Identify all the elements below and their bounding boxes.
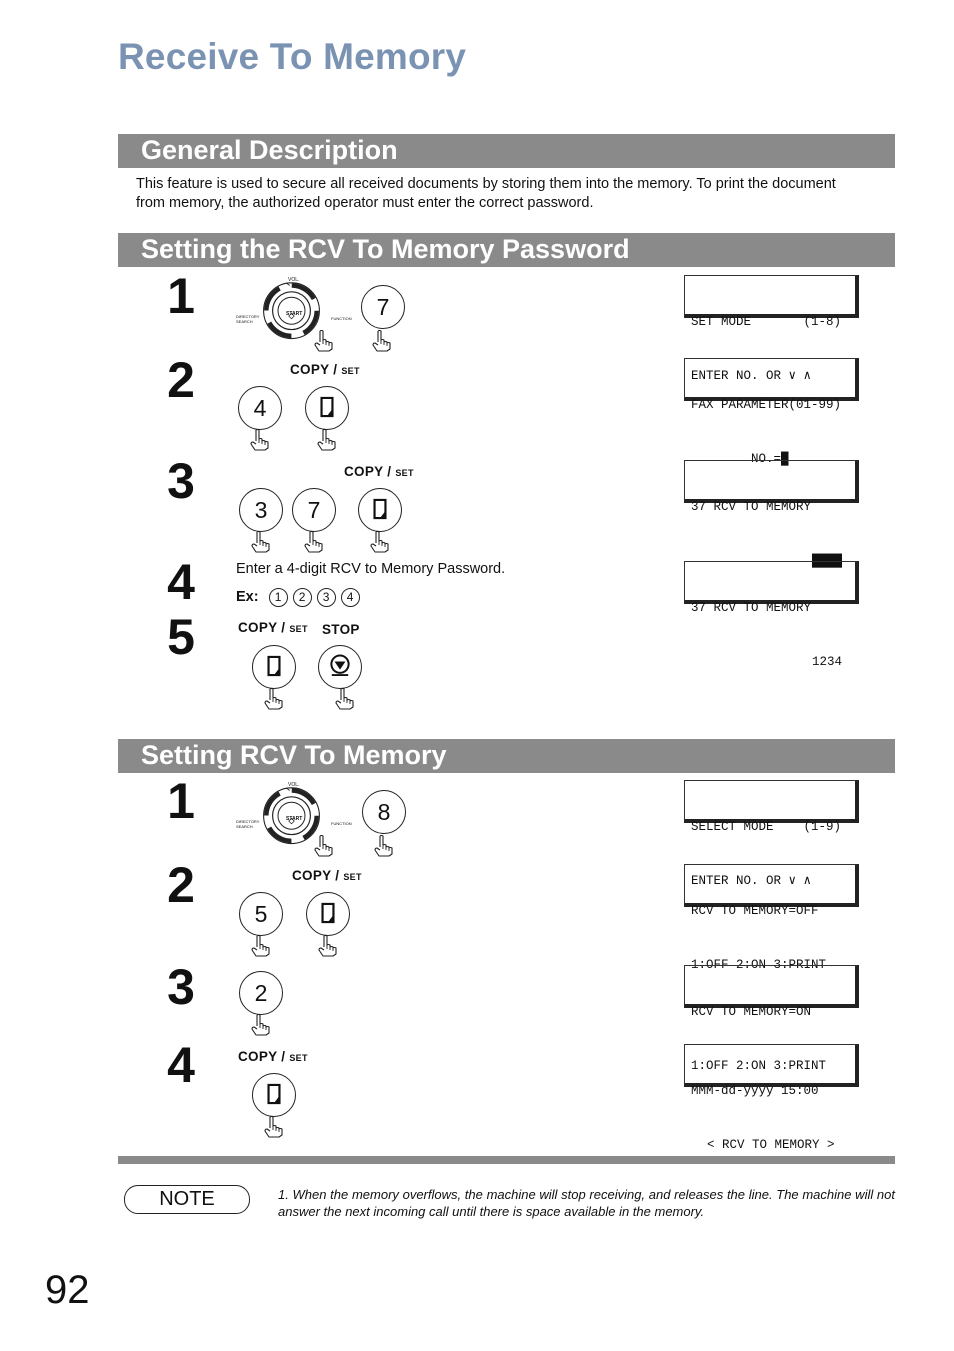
vol-label: VOL. [288, 782, 300, 788]
lcd-line: 37 RCV TO MEMORY [691, 500, 812, 514]
step-instruction: Enter a 4-digit RCV to Memory Password. [236, 561, 506, 577]
lcd-display [684, 864, 859, 972]
set-key-icon[interactable] [305, 386, 349, 430]
keypad-button[interactable]: 7 [361, 285, 405, 329]
label-separator: / [277, 1049, 290, 1064]
stop-key-icon[interactable] [318, 645, 362, 689]
label-separator: / [383, 464, 396, 479]
note-text: 1. When the memory overflows, the machine will stop receiving, and releases the line. The machine will not answer the next incoming call until there is space available in the memory. [278, 1187, 895, 1219]
section-header-password [118, 233, 895, 267]
pressing-finger-icon [249, 1014, 273, 1036]
set-key-icon[interactable] [306, 892, 350, 936]
stop-label: STOP [322, 622, 360, 637]
set-label: SET [289, 624, 308, 634]
copy-set-label [238, 1049, 308, 1064]
lcd-display [684, 965, 859, 1073]
set-key-icon[interactable] [252, 1073, 296, 1117]
lcd-display [684, 358, 859, 466]
set-label: SET [343, 872, 362, 882]
pressing-finger-icon [302, 531, 326, 553]
step-number: 1 [167, 773, 195, 829]
example-keys [236, 588, 365, 607]
pressing-finger-icon [333, 688, 357, 710]
lcd-line: SET MODE (1-8) [691, 315, 842, 329]
section-header-rcv [118, 739, 895, 773]
circled-digit: 2 [293, 588, 312, 607]
section-title: Setting the RCV To Memory Password [141, 234, 630, 264]
copy-label: COPY [290, 362, 330, 377]
lcd-line: FAX PARAMETER(01-99) [691, 398, 842, 412]
page-number: 92 [45, 1268, 90, 1312]
lcd-line: SELECT MODE (1-9) [691, 820, 842, 834]
function-label: FUNCTION [331, 821, 352, 826]
copy-set-label [290, 362, 360, 377]
lcd-line: RCV TO MEMORY=OFF [691, 904, 819, 918]
lcd-line: 1:OFF 2:ON 3:PRINT [691, 1059, 827, 1073]
set-label: SET [395, 468, 414, 478]
lcd-line: 1:OFF 2:ON 3:PRINT [691, 958, 827, 972]
pressing-finger-icon [312, 330, 336, 352]
divider [118, 1156, 895, 1164]
pressing-finger-icon [316, 935, 340, 957]
pressing-finger-icon [262, 1116, 286, 1138]
lcd-line: ENTER NO. OR ∨ ∧ [691, 874, 812, 888]
lcd-display [684, 275, 859, 383]
directory-search-label: DIRECTORY SEARCH [236, 819, 260, 829]
keypad-button[interactable]: 2 [239, 971, 283, 1015]
pressing-finger-icon [368, 531, 392, 553]
general-description-text: This feature is used to secure all received documents by storing them into the memory. To print the document from memory, the authorized operator must enter the correct password. [136, 176, 836, 211]
lcd-display [684, 460, 859, 568]
lcd-line: NO.=█ [751, 452, 789, 466]
vol-label: VOL. [288, 277, 300, 283]
keypad-button[interactable]: 3 [239, 488, 283, 532]
lcd-display [684, 561, 859, 669]
copy-label: COPY [238, 620, 278, 635]
function-label: FUNCTION [331, 316, 352, 321]
copy-set-label [292, 868, 362, 883]
pressing-finger-icon [248, 429, 272, 451]
step-number: 4 [167, 554, 195, 610]
lcd-line: ████ [811, 554, 842, 568]
set-key-icon[interactable] [252, 645, 296, 689]
pressing-finger-icon [262, 688, 286, 710]
keypad-button[interactable]: 7 [292, 488, 336, 532]
note-badge: NOTE [124, 1185, 250, 1214]
copy-set-label [344, 464, 414, 479]
keypad-button[interactable]: 4 [238, 386, 282, 430]
lcd-line: 1234 [811, 655, 842, 669]
copy-set-label [238, 620, 308, 635]
pressing-finger-icon [249, 935, 273, 957]
lcd-line: MMM-dd-yyyy 15:00 [691, 1084, 819, 1098]
example-label: Ex: [236, 589, 259, 605]
lcd-line: RCV TO MEMORY=ON [691, 1005, 812, 1019]
section-title: General Description [141, 135, 398, 165]
page-title: Receive To Memory [118, 36, 467, 77]
lcd-display [684, 1044, 859, 1152]
step-number: 2 [167, 857, 195, 913]
step-number: 4 [167, 1037, 195, 1093]
circled-digit: 4 [341, 588, 360, 607]
pressing-finger-icon [315, 429, 339, 451]
keypad-button[interactable]: 5 [239, 892, 283, 936]
start-label: START [286, 816, 303, 822]
lcd-line: < RCV TO MEMORY > [707, 1138, 835, 1152]
copy-label: COPY [292, 868, 332, 883]
step-number: 1 [167, 268, 195, 324]
set-label: SET [289, 1053, 308, 1063]
label-separator: / [329, 362, 342, 377]
start-label: START [286, 311, 303, 317]
circled-digit: 1 [269, 588, 288, 607]
step-number: 3 [167, 453, 195, 509]
directory-search-label: DIRECTORY SEARCH [236, 314, 260, 324]
set-label: SET [341, 366, 360, 376]
set-key-icon[interactable] [358, 488, 402, 532]
label-separator: / [277, 620, 290, 635]
step-number: 3 [167, 959, 195, 1015]
section-header-general [118, 134, 895, 168]
pressing-finger-icon [249, 531, 273, 553]
keypad-button[interactable]: 8 [362, 790, 406, 834]
navigation-dial-icon[interactable] [236, 277, 356, 353]
navigation-dial-icon[interactable] [236, 782, 356, 858]
pressing-finger-icon [372, 835, 396, 857]
copy-label: COPY [344, 464, 384, 479]
step-number: 2 [167, 352, 195, 408]
pressing-finger-icon [312, 835, 336, 857]
lcd-display [684, 780, 859, 888]
copy-label: COPY [238, 1049, 278, 1064]
circled-digit: 3 [317, 588, 336, 607]
step-number: 5 [167, 609, 195, 665]
lcd-line: ENTER NO. OR ∨ ∧ [691, 369, 812, 383]
lcd-line: 37 RCV TO MEMORY [691, 601, 812, 615]
pressing-finger-icon [370, 330, 394, 352]
section-title: Setting RCV To Memory [141, 740, 447, 770]
label-separator: / [331, 868, 344, 883]
